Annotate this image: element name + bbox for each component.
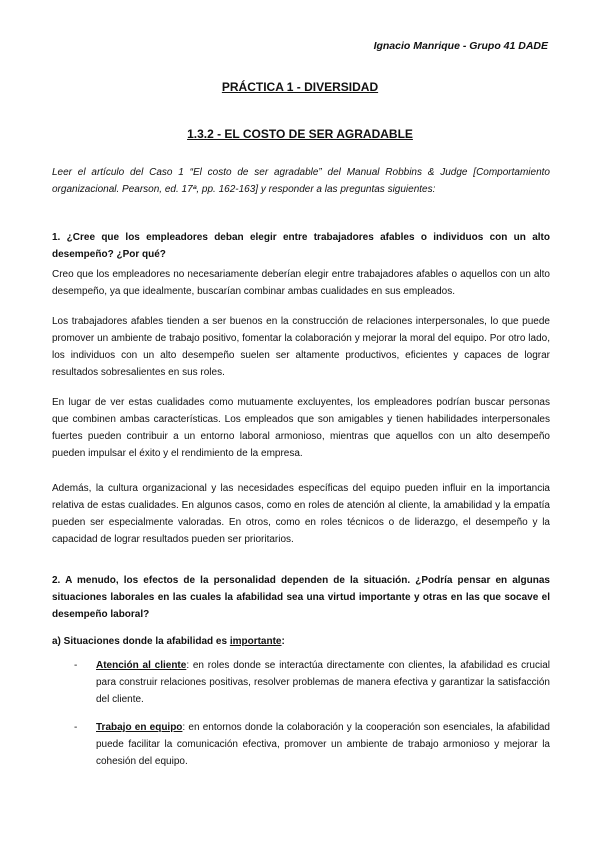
section-a-prefix: a) Situaciones donde la afabilidad es bbox=[52, 636, 230, 647]
answer-1-paragraph-3: En lugar de ver estas cualidades como mutuamente excluyentes, los empleadores podrían buscar personas que combinen ambas características. Los empleados que son amigables y tienen habilidades interpersonales fuertes pueden contribuir a un entorno laboral armonioso, mientras que aquellos con un alto desempeño pueden impulsar el éxito y el rendimiento de la empresa. bbox=[52, 397, 550, 459]
section-a-suffix: : bbox=[281, 636, 285, 647]
bullet-term: Atención al cliente bbox=[96, 660, 187, 671]
author-header: Ignacio Manrique - Grupo 41 DADE bbox=[373, 40, 548, 52]
answer-1-paragraph-2: Los trabajadores afables tienden a ser buenos en la construcción de relaciones interpersonales, lo que puede promover un ambiente de trabajo positivo, fomentar la colaboración y mejorar la moral del equipo. Por otro lado, los individuos con un alto desempeño suelen ser altamente productivos, eficientes y capaces de lograr resultados sobresalientes en sus roles. bbox=[52, 316, 550, 378]
list-item bbox=[74, 657, 550, 708]
dash-bullet: - bbox=[74, 722, 78, 733]
answer-1-paragraph-4: Además, la cultura organizacional y las necesidades específicas del equipo pueden influir en la importancia relativa de estas cualidades. En algunos casos, como en roles de atención al cliente, la amabilidad y la empatía pueden ser especialmente valoradas. En otros, como en roles técnicos o de liderazgo, el desempeño y la capacidad de lograr resultados pueden ser prioritarios. bbox=[52, 483, 550, 545]
question-1: 1. ¿Cree que los empleadores deban elegir entre trabajadores afables o individuos con un alto desempeño? ¿Por qué? bbox=[52, 232, 550, 260]
intro-paragraph: Leer el artículo del Caso 1 “El costo de ser agradable” del Manual Robbins & Judge [Comportamiento organizacional. Pearson, ed. 17ª, pp. 162-163] y responder a las preguntas siguientes: bbox=[52, 167, 550, 195]
bullet-text: : en entornos donde la colaboración y la cooperación son esenciales, la afabilidad puede facilitar la comunicación efectiva, promover un ambiente de trabajo armonioso y mejorar la cohesión del equipo. bbox=[96, 722, 550, 767]
section-a-heading bbox=[52, 633, 550, 650]
situations-list bbox=[74, 657, 550, 781]
bullet-term: Trabajo en equipo bbox=[96, 722, 183, 733]
list-item bbox=[74, 719, 550, 770]
dash-bullet: - bbox=[74, 660, 78, 671]
section-title: 1.3.2 - EL COSTO DE SER AGRADABLE bbox=[187, 127, 413, 141]
answer-1-paragraph-1: Creo que los empleadores no necesariamente deberían elegir entre trabajadores afables o aquellos con un alto desempeño, ya que idealmente, buscarían combinar ambas cualidades en sus empleados. bbox=[52, 269, 550, 297]
page-title: PRÁCTICA 1 - DIVERSIDAD bbox=[221, 80, 379, 94]
section-a-emphasis: importante bbox=[229, 636, 282, 647]
question-2: 2. A menudo, los efectos de la personalidad dependen de la situación. ¿Podría pensar en algunas situaciones laborales en las cuales la afabilidad sea una virtud importante y otras en las que socave el desempeño laboral? bbox=[52, 575, 550, 620]
bullet-text: : en roles donde se interactúa directamente con clientes, la afabilidad es crucial para construir relaciones positivas, resolver problemas de manera efectiva y garantizar la satisfacción del cliente. bbox=[96, 660, 550, 705]
